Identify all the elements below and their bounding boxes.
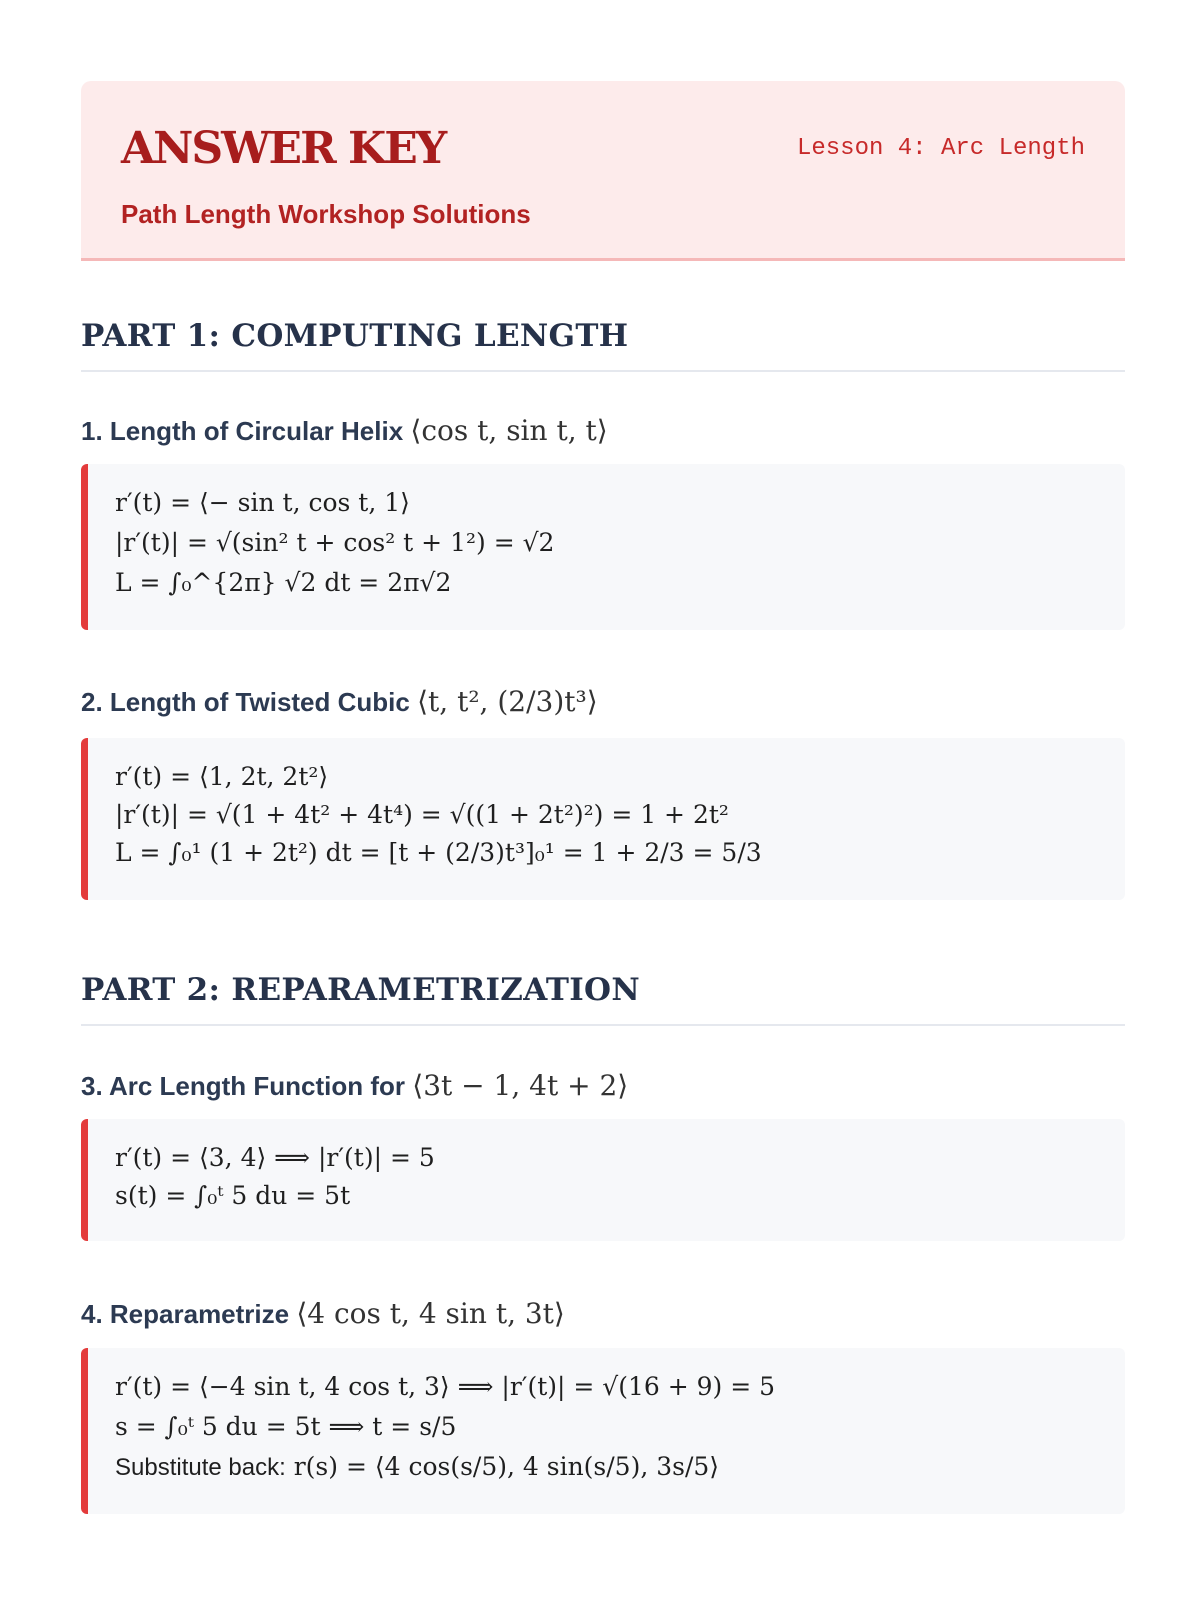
substitute-expression: r(s) = ⟨4 cos(s/5), 4 sin(s/5), 3s/5⟩ bbox=[293, 1452, 720, 1481]
part-2-title: PART 2: REPARAMETRIZATION bbox=[81, 972, 640, 1008]
problem-4-line-1: r′(t) = ⟨−4 sin t, 4 cos t, 3⟩ ⟹ |r′(t)| = √(16 + 9) = 5 bbox=[115, 1372, 776, 1401]
problem-3-line-1: r′(t) = ⟨3, 4⟩ ⟹ |r′(t)| = 5 bbox=[115, 1143, 435, 1172]
problem-4-label: 4. Reparametrize bbox=[81, 1299, 290, 1329]
lesson-label: Lesson 4: Arc Length bbox=[796, 135, 1085, 162]
problem-1-solution bbox=[81, 464, 1125, 630]
problem-2-line-2: |r′(t)| = √(1 + 4t² + 4t⁴) = √((1 + 2t²)²) = 1 + 2t² bbox=[115, 800, 729, 829]
page-title: ANSWER KEY bbox=[121, 123, 446, 174]
problem-2-solution bbox=[81, 738, 1125, 900]
part-1-divider bbox=[81, 370, 1125, 372]
problem-2-title bbox=[81, 685, 598, 718]
page-subtitle: Path Length Workshop Solutions bbox=[121, 199, 531, 229]
problem-4-curve: ⟨4 cos t, 4 sin t, 3t⟩ bbox=[296, 1297, 565, 1330]
problem-3-label: 3. Arc Length Function for bbox=[81, 1071, 406, 1101]
problem-1-curve: ⟨cos t, sin t, t⟩ bbox=[410, 414, 608, 447]
problem-1-line-3: L = ∫₀^{2π} √2 dt = 2π√2 bbox=[115, 568, 452, 597]
problem-3-title bbox=[81, 1069, 628, 1102]
part-2-divider bbox=[81, 1024, 1125, 1026]
part-1-title: PART 1: COMPUTING LENGTH bbox=[81, 318, 629, 354]
problem-3-line-2: s(t) = ∫₀ᵗ 5 du = 5t bbox=[115, 1181, 351, 1210]
problem-2-label: 2. Length of Twisted Cubic bbox=[81, 687, 410, 717]
problem-4-line-3 bbox=[115, 1452, 719, 1482]
problem-1-title bbox=[81, 414, 608, 447]
problem-2-line-3: L = ∫₀¹ (1 + 2t²) dt = [t + (2/3)t³]₀¹ = 1 + 2/3 = 5/3 bbox=[115, 838, 762, 867]
problem-2-curve: ⟨t, t², (2/3)t³⟩ bbox=[417, 685, 598, 718]
header-banner bbox=[81, 81, 1125, 261]
substitute-label: Substitute back: bbox=[115, 1454, 286, 1481]
problem-4-solution bbox=[81, 1348, 1125, 1514]
problem-4-title bbox=[81, 1297, 565, 1330]
problem-1-label: 1. Length of Circular Helix bbox=[81, 416, 404, 446]
problem-3-curve: ⟨3t − 1, 4t + 2⟩ bbox=[412, 1069, 629, 1102]
problem-2-line-1: r′(t) = ⟨1, 2t, 2t²⟩ bbox=[115, 762, 329, 791]
problem-3-solution bbox=[81, 1119, 1125, 1241]
problem-1-line-2: |r′(t)| = √(sin² t + cos² t + 1²) = √2 bbox=[115, 528, 555, 557]
problem-4-line-2: s = ∫₀ᵗ 5 du = 5t ⟹ t = s/5 bbox=[115, 1412, 457, 1441]
problem-1-line-1: r′(t) = ⟨− sin t, cos t, 1⟩ bbox=[115, 488, 410, 517]
